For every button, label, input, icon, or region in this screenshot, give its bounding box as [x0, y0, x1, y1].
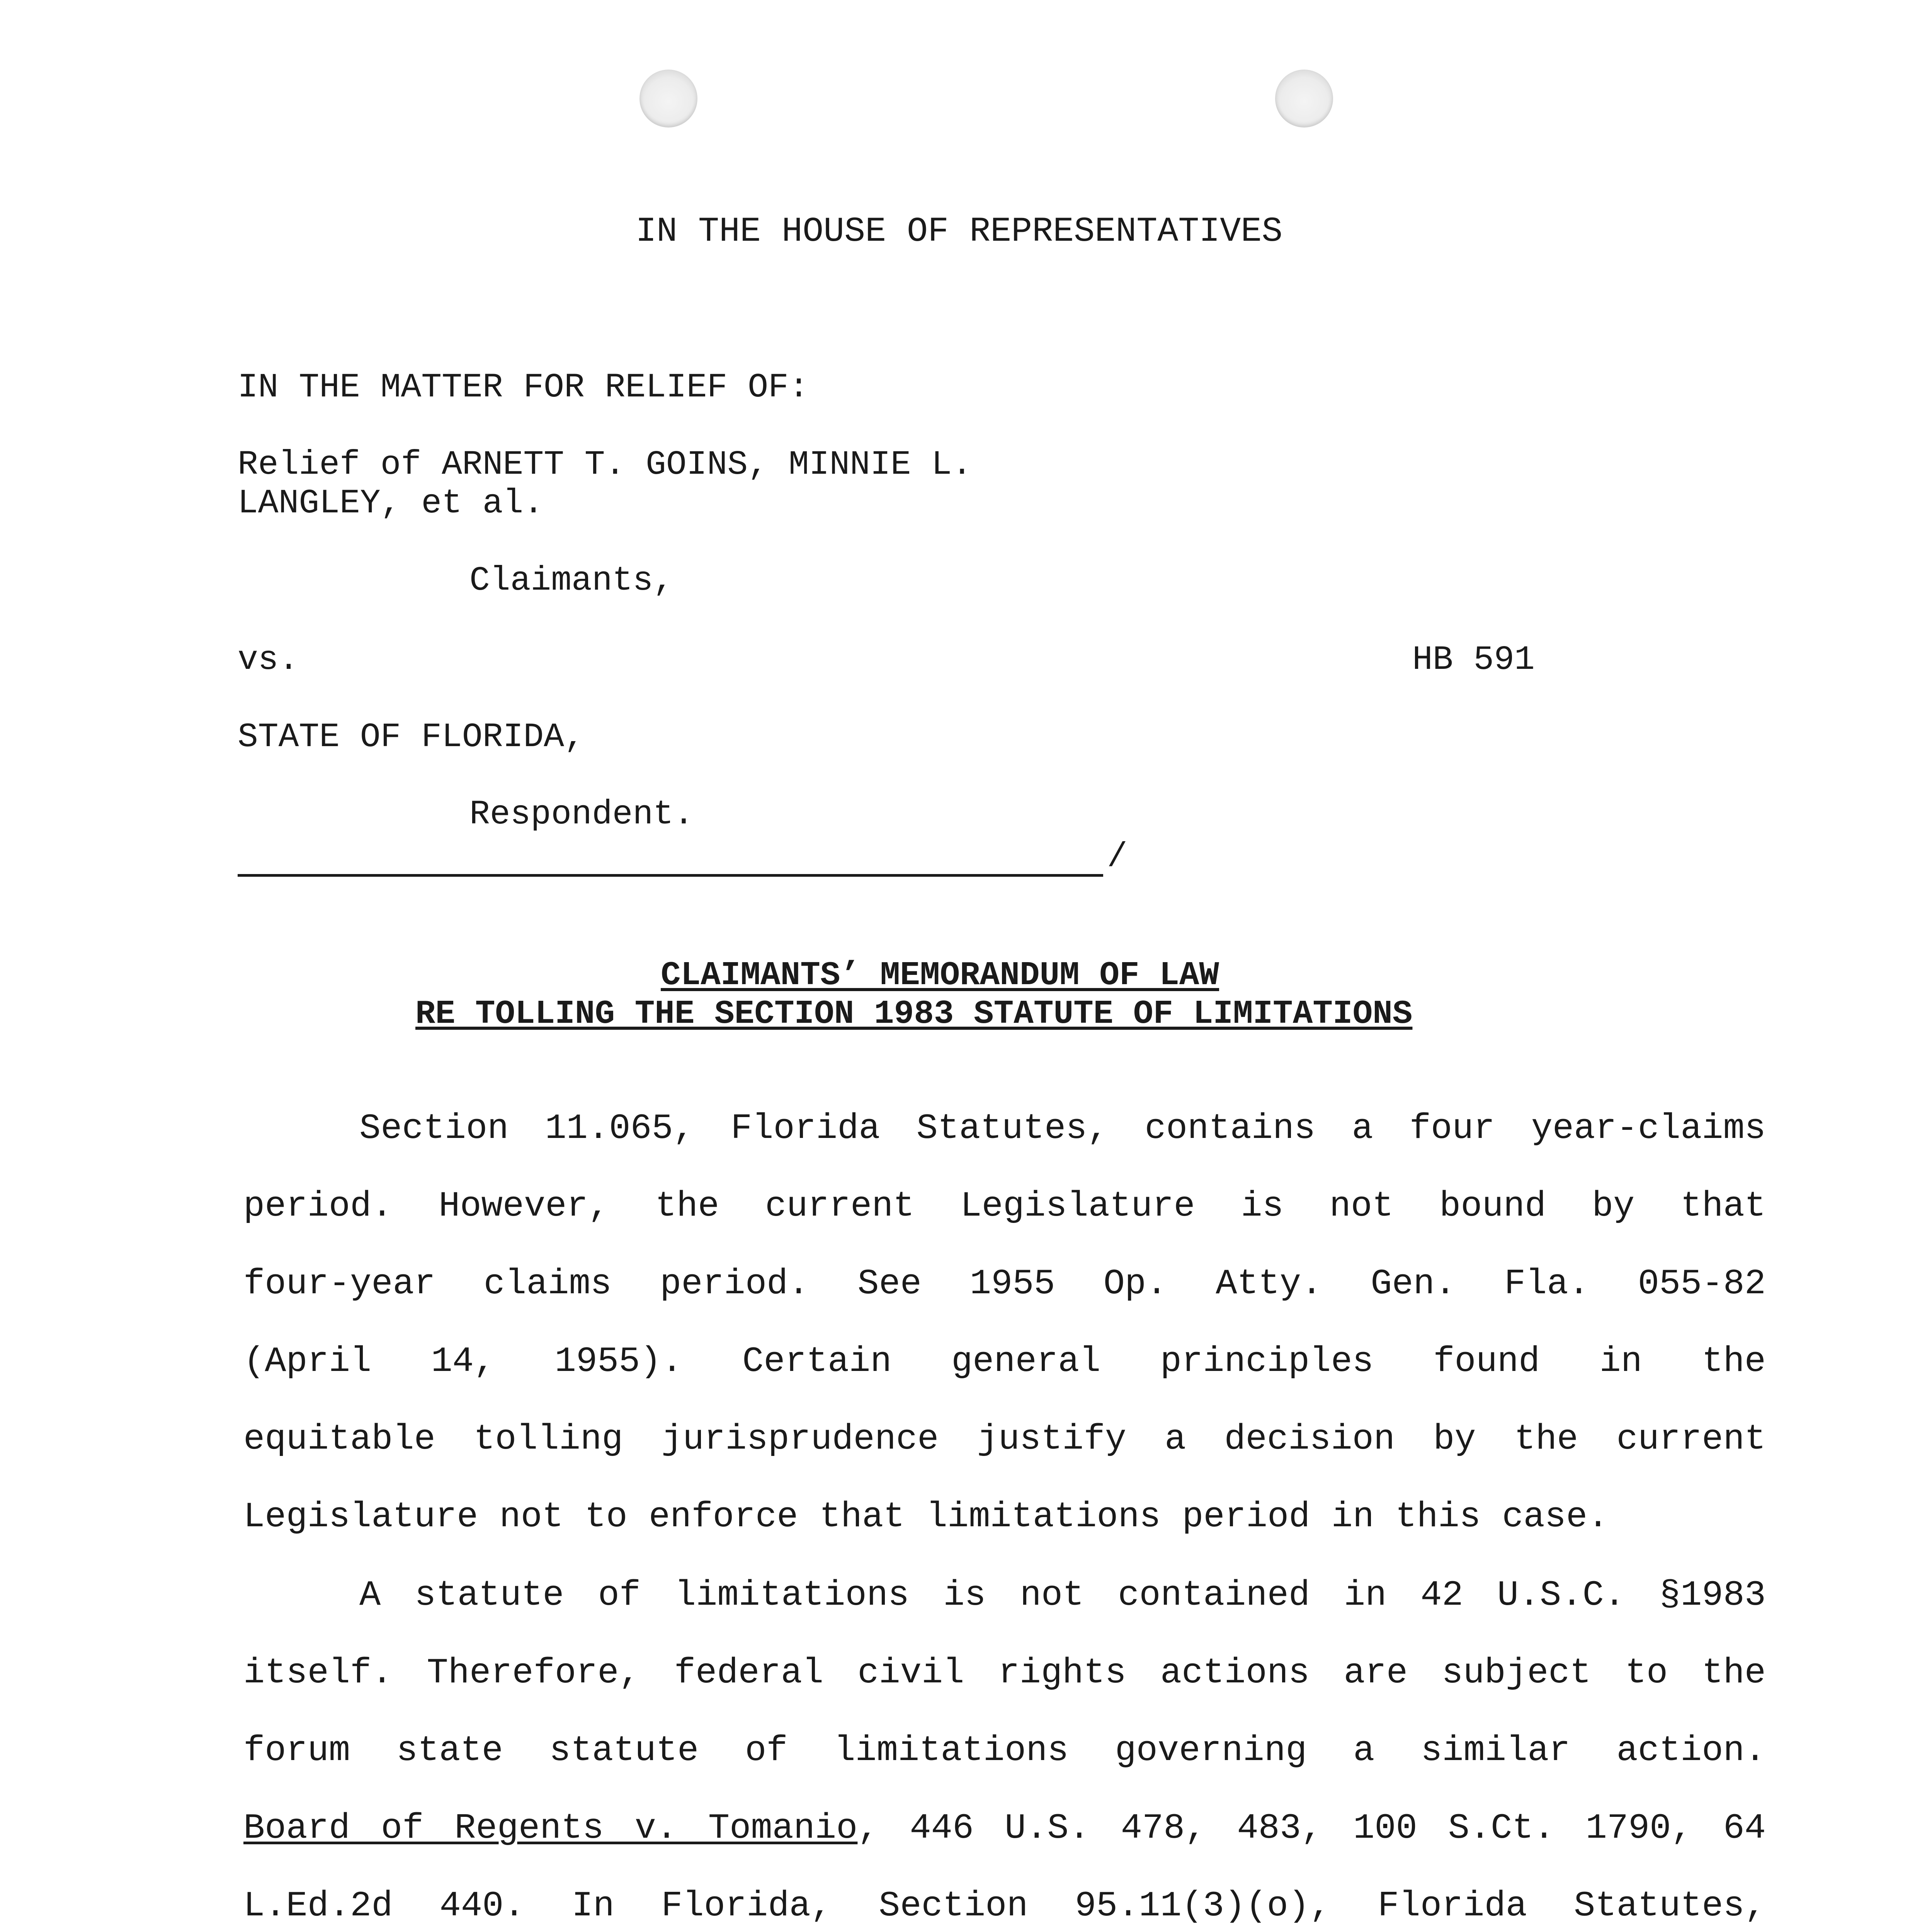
respondent-name: STATE OF FLORIDA,: [238, 718, 585, 757]
vs-label: vs.: [238, 641, 299, 679]
paragraph-2-line: A statute of limitations is not contained in 42 U.S.C. §1983: [359, 1575, 1766, 1616]
paragraph-1-line: Legislature not to enforce that limitations period in this case.: [243, 1497, 1609, 1537]
paragraph-1: [243, 1090, 1766, 1556]
bill-number: HB 591: [1412, 641, 1535, 679]
paragraph-1-line: period. However, the current Legislature is not bound by that: [243, 1186, 1766, 1226]
paragraph-2-line: itself. Therefore, federal civil rights actions are subject to the: [243, 1653, 1766, 1693]
memo-title-line-1: CLAIMANTS’ MEMORANDUM OF LAW: [661, 956, 1219, 994]
caption-rule: [238, 874, 1103, 877]
paragraph-1-line: Section 11.065, Florida Statutes, contains a four year-claims: [359, 1108, 1766, 1149]
punch-hole-right: [1275, 70, 1333, 128]
paragraph-2-line: forum state statute of limitations governing a similar action.: [243, 1730, 1766, 1771]
memo-title-line-2: RE TOLLING THE SECTION 1983 STATUTE OF LIMITATIONS: [415, 995, 1413, 1033]
paragraph-1-line: four-year claims period. See 1955 Op. Atty. Gen. Fla. 055-82: [243, 1264, 1766, 1304]
punch-hole-left: [639, 70, 697, 128]
paragraph-2-line: [243, 1789, 1766, 1867]
matter-heading: IN THE MATTER FOR RELIEF OF:: [238, 369, 809, 407]
paragraph-1-line: (April 14, 1955). Certain general principles found in the: [243, 1341, 1766, 1382]
case-citation: Board of Regents v. Tomanio: [243, 1808, 858, 1849]
respondent-label: Respondent.: [469, 796, 694, 834]
chamber-heading: IN THE HOUSE OF REPRESENTATIVES: [636, 212, 1283, 252]
relief-line-2: LANGLEY, et al.: [238, 485, 544, 523]
citation-details: , 446 U.S. 478, 483, 100 S.Ct. 1790, 64: [857, 1808, 1766, 1849]
relief-line-1: Relief of ARNETT T. GOINS, MINNIE L.: [238, 446, 973, 484]
claimants-label: Claimants,: [469, 562, 674, 600]
paragraph-2: [243, 1556, 1766, 1932]
paragraph-1-line: equitable tolling jurisprudence justify a decision by the current: [243, 1419, 1766, 1459]
paragraph-2-line: L.Ed.2d 440. In Florida, Section 95.11(3)(o), Florida Statutes,: [243, 1886, 1766, 1926]
caption-slash: /: [1107, 838, 1128, 876]
